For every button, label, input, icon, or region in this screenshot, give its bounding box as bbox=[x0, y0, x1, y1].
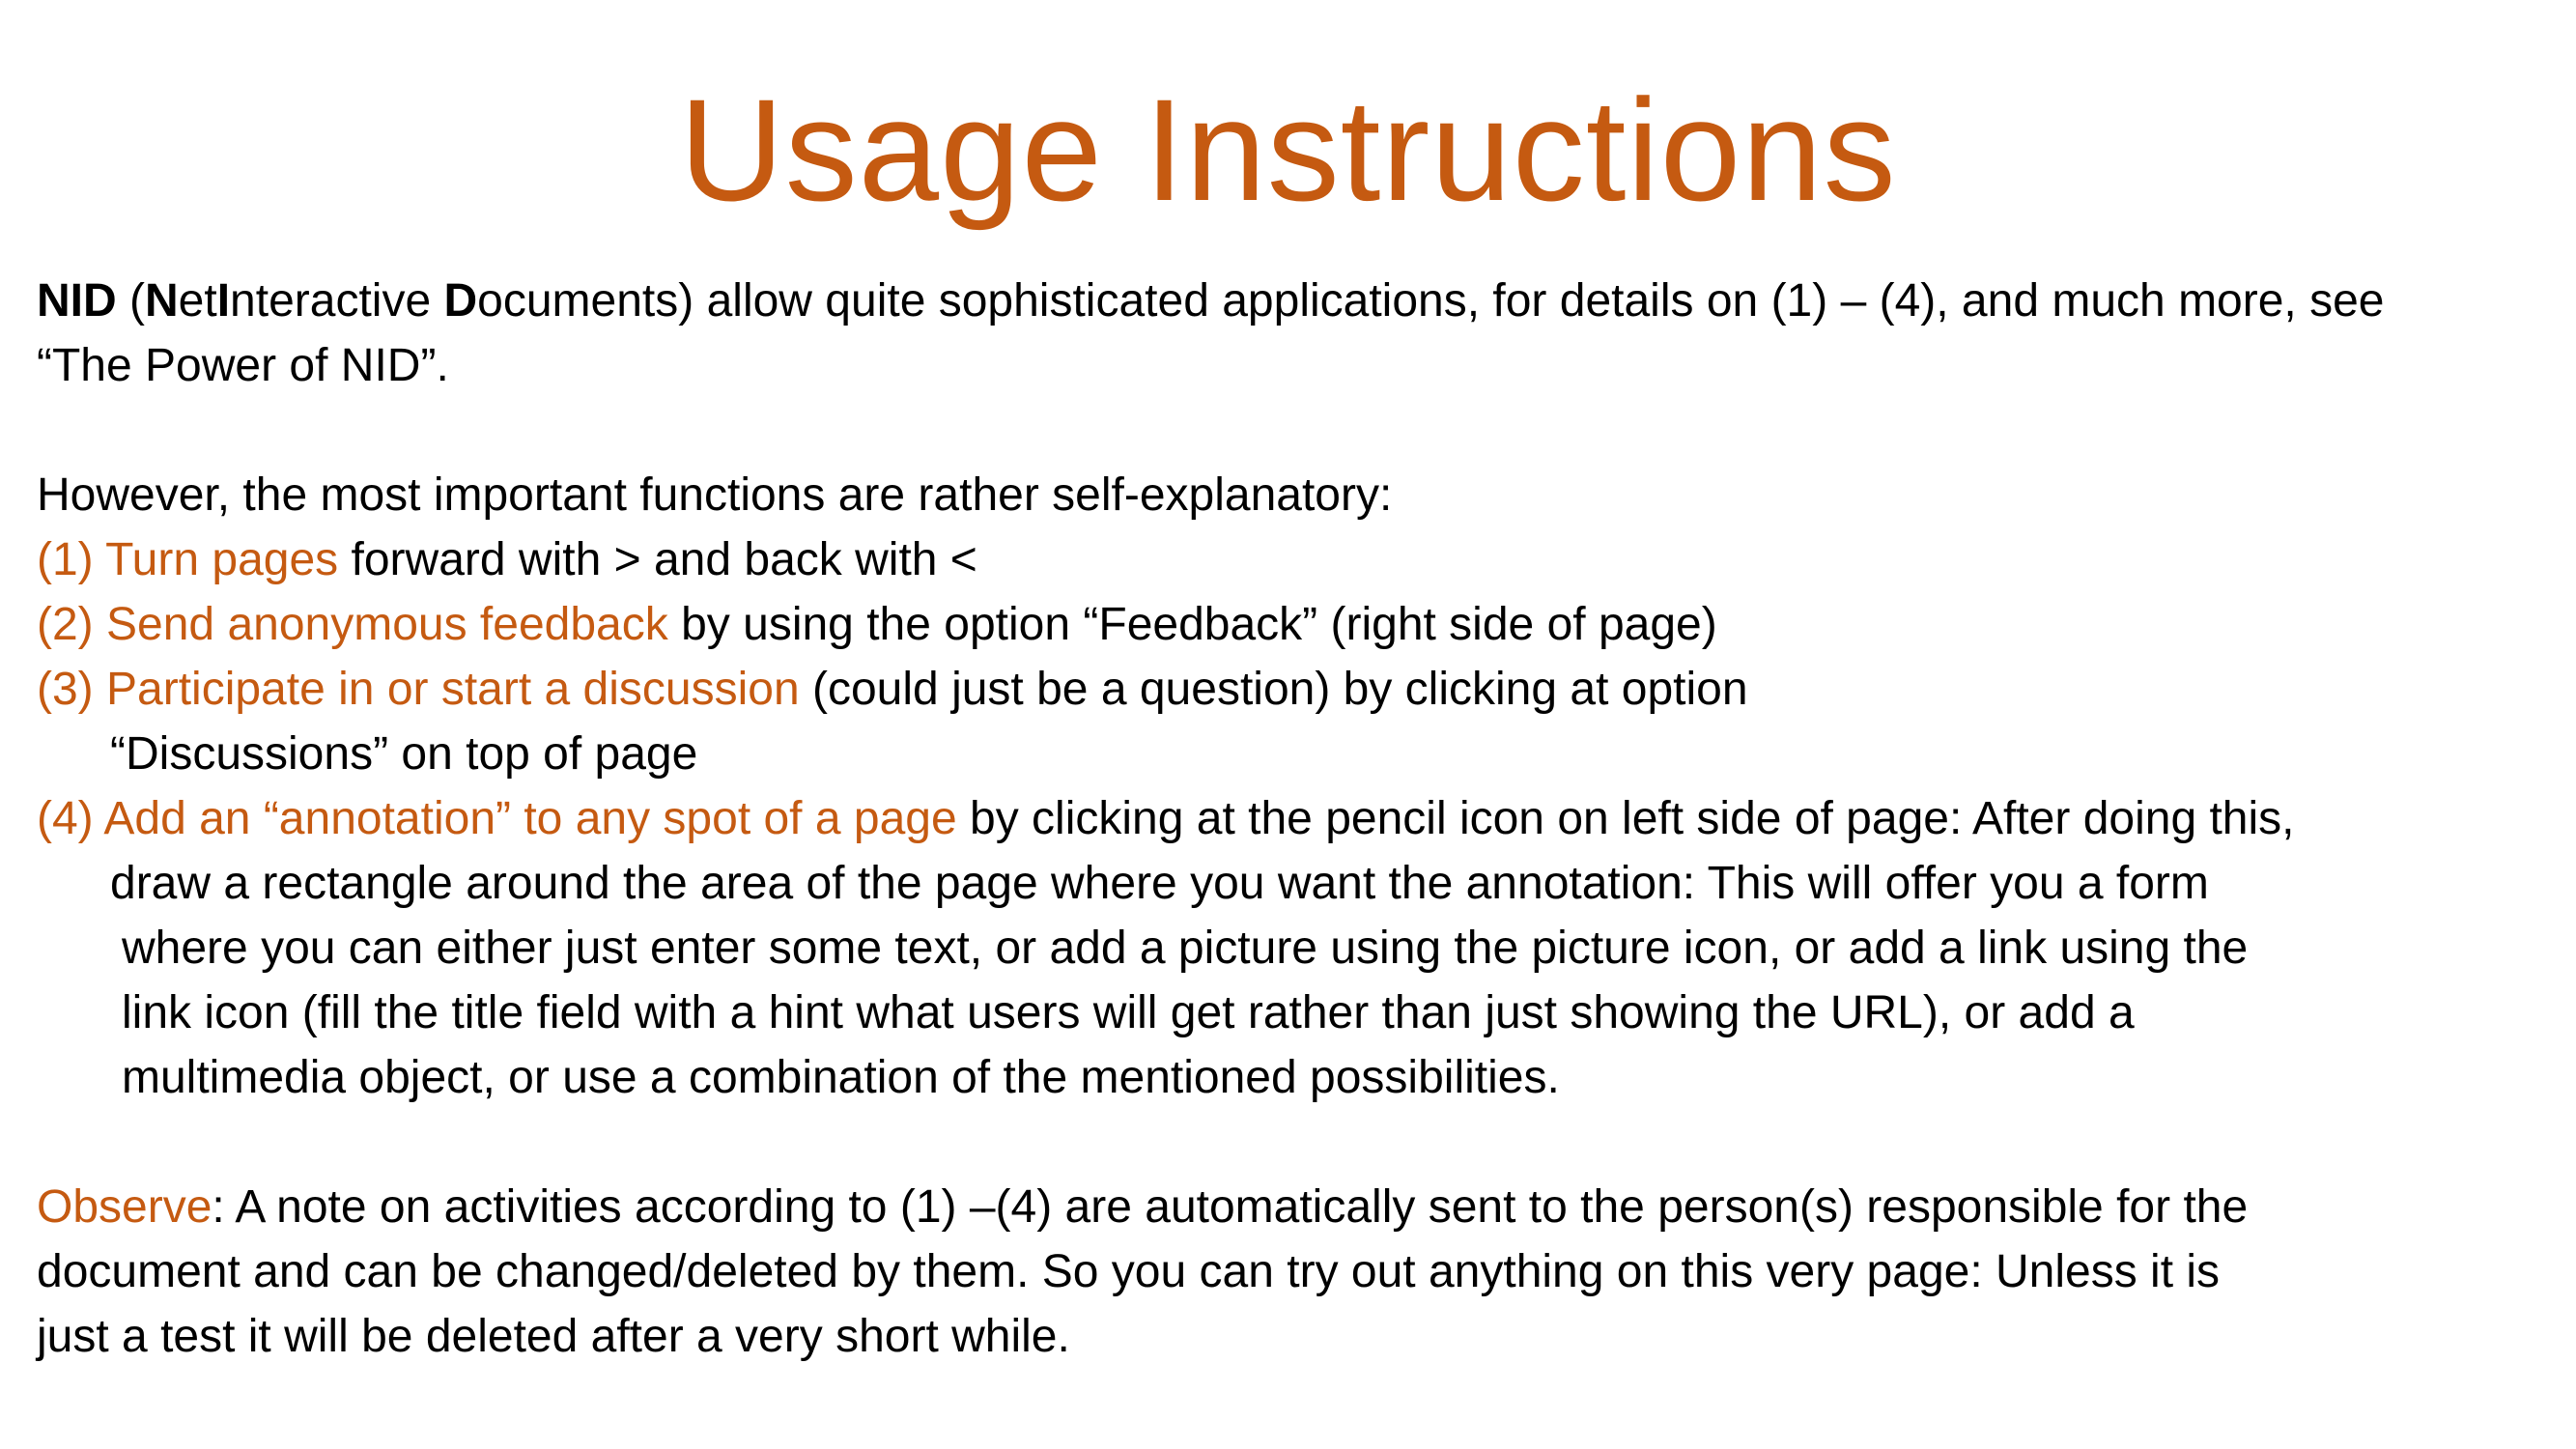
item-label: (4) Add an “annotation” to any spot of a page bbox=[37, 793, 957, 844]
page-title: Usage Instructions bbox=[679, 69, 1897, 231]
spacer bbox=[37, 398, 2567, 463]
intro-nteractive: nteractive bbox=[230, 275, 444, 327]
however-line: However, the most important functions are rather self-explanatory: bbox=[37, 469, 1393, 521]
list-item-send-feedback bbox=[37, 592, 2567, 657]
intro-d-bold: D bbox=[443, 275, 478, 327]
item-text: by using the option “Feedback” (right side of page) bbox=[667, 599, 1717, 650]
spacer bbox=[37, 1110, 2567, 1175]
intro-line-2: “The Power of NID”. bbox=[37, 340, 449, 391]
list-item-annotation bbox=[37, 786, 2567, 851]
nid-abbreviation: NID bbox=[37, 275, 117, 327]
item-text: (could just be a question) by clicking at option bbox=[799, 664, 1748, 715]
list-item-discussion-cont: “Discussions” on top of page bbox=[110, 728, 698, 780]
intro-line-1 bbox=[37, 269, 2567, 333]
list-item-annotation-cont: where you can either just enter some text, or add a picture using the picture icon, or add a link using the bbox=[122, 923, 2249, 974]
item-text: forward with > and back with < bbox=[338, 534, 977, 585]
item-text: by clicking at the pencil icon on left side of page: After doing this, bbox=[956, 793, 2295, 844]
list-item-annotation-cont: multimedia object, or use a combination of the mentioned possibilities. bbox=[122, 1052, 1560, 1103]
intro-n-bold: N bbox=[145, 275, 179, 327]
item-label: (2) Send anonymous feedback bbox=[37, 599, 668, 650]
intro-et: et bbox=[178, 275, 217, 327]
list-item-annotation-cont: link icon (fill the title field with a hint what users will get rather than just showing the URL), or add a bbox=[122, 987, 2135, 1038]
instructions-body bbox=[37, 269, 2567, 1369]
observe-line-2: document and can be changed/deleted by them. So you can try out anything on this very page: Unless it is bbox=[37, 1246, 2221, 1297]
observe-text: : A note on activities according to (1) –(4) are automatically sent to the person(s) responsible for the bbox=[212, 1181, 2249, 1233]
list-item-discussion bbox=[37, 657, 2567, 722]
intro-rest: ocuments) allow quite sophisticated applications, for details on (1) – (4), and much more, see bbox=[477, 275, 2385, 327]
list-item-turn-pages bbox=[37, 527, 2567, 592]
item-label: (1) Turn pages bbox=[37, 534, 339, 585]
observe-line-1 bbox=[37, 1175, 2567, 1239]
observe-label: Observe bbox=[37, 1181, 212, 1233]
intro-paren: ( bbox=[116, 275, 145, 327]
observe-line-3: just a test it will be deleted after a very short while. bbox=[37, 1311, 1070, 1362]
list-item-annotation-cont: draw a rectangle around the area of the page where you want the annotation: This will offer you a form bbox=[110, 858, 2209, 909]
item-label: (3) Participate in or start a discussion bbox=[37, 664, 800, 715]
intro-i-bold: I bbox=[216, 275, 231, 327]
